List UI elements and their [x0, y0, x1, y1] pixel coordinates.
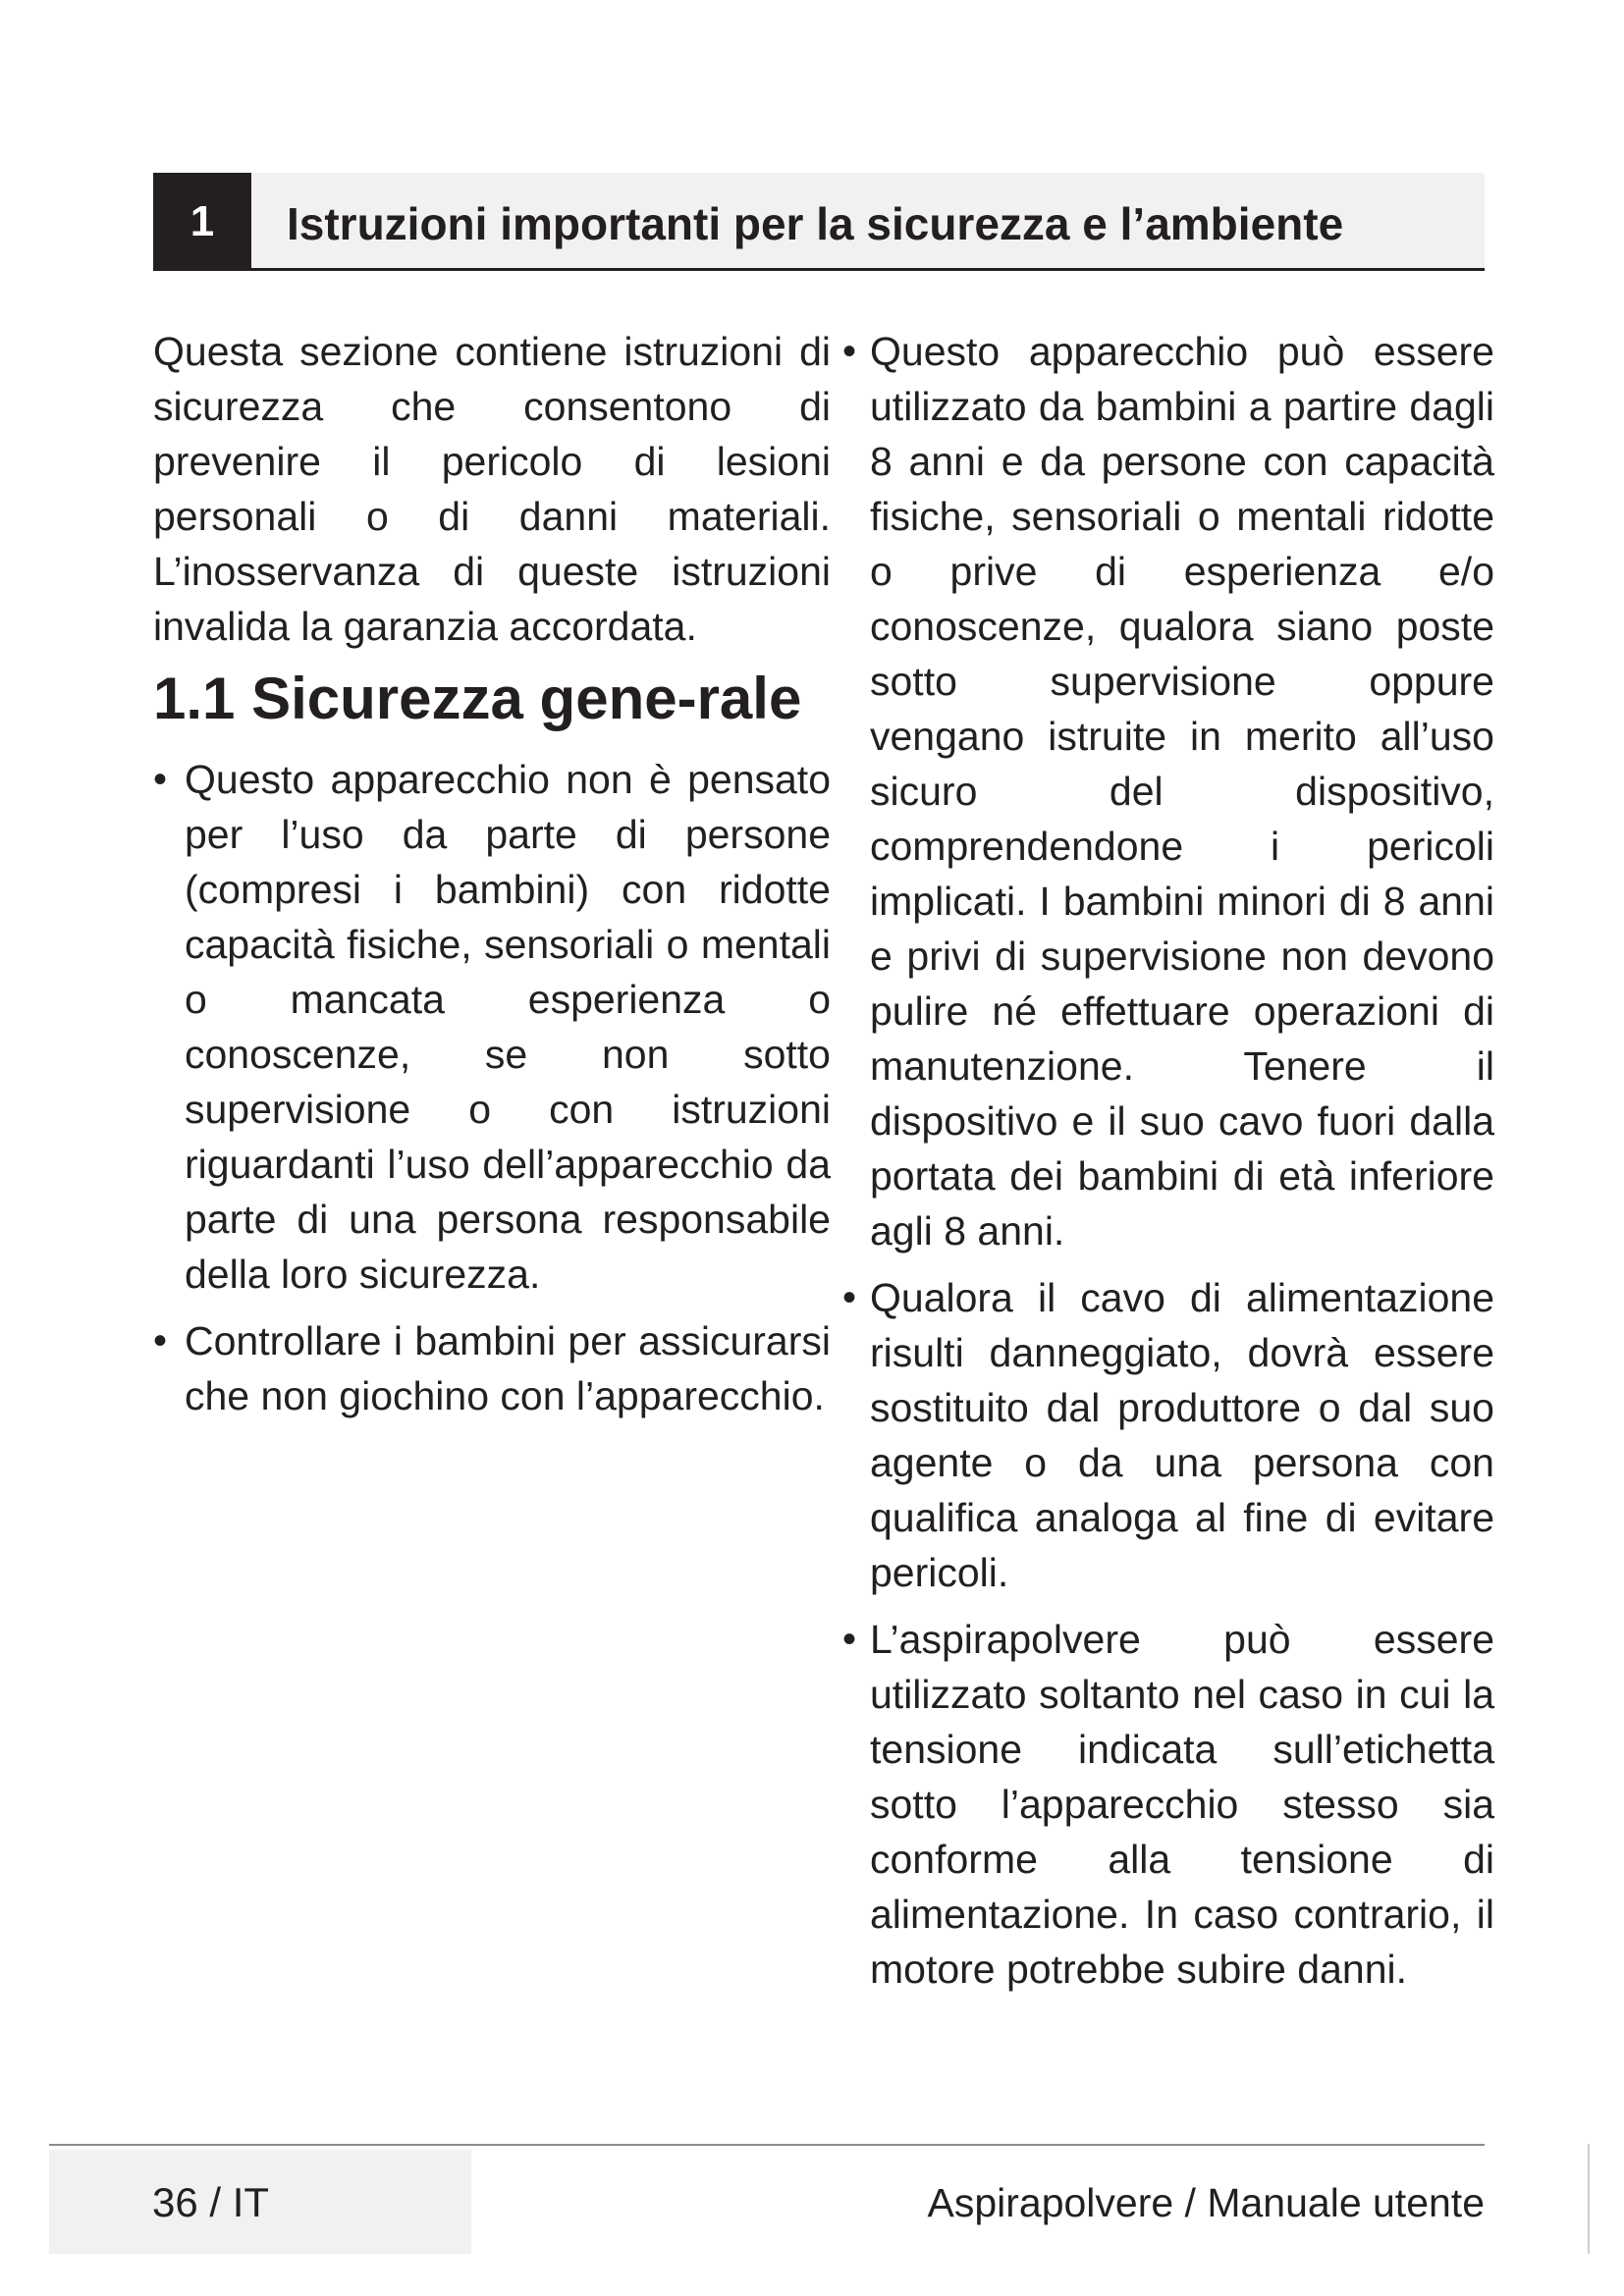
left-bullet-list	[153, 752, 831, 1423]
footer-edge-mark	[1588, 2144, 1590, 2254]
chapter-number: 1	[153, 173, 251, 271]
bullet-item: • Questo apparecchio non è pensato per l’uso da parte di persone (compresi i bambini) con ridotte capacità fisiche, sensoriali o mentali o mancata esperienza o conoscenze, se non sotto supervisione o con istruzioni riguardanti l’uso dell’apparecchio da parte di una persona responsabile della loro sicurezza.	[153, 752, 831, 1302]
intro-paragraph: Questa sezione contiene istruzioni di sicurezza che consentono di prevenire il pericolo di lesioni personali o di danni materiali. L’inosservanza di queste istruzioni invalida la garanzia accordata.	[153, 329, 831, 649]
right-column	[842, 324, 1494, 1997]
bullet-item: • Controllare i bambini per assicurarsi che non giochino con l’apparecchio.	[153, 1313, 831, 1423]
footer-rule	[49, 2144, 1485, 2146]
chapter-header	[153, 173, 1485, 271]
left-column	[153, 324, 831, 1423]
bullet-item: • Questo apparecchio può essere utilizzato da bambini a partire dagli 8 anni e da persone con capacità fisiche, sensoriali o mentali ridotte o prive di esperienza e/o conoscenze, qualora siano poste sotto supervisione oppure vengano istruite in merito all’uso sicuro del dispositivo, comprendendone i pericoli implicati. I bambini minori di 8 anni e privi di supervisione non devono pulire né effettuare operazioni di manutenzione. Tenere il dispositivo e il suo cavo fuori dalla portata dei bambini di età inferiore agli 8 anni.	[842, 324, 1494, 1258]
right-bullet-list	[842, 324, 1494, 1997]
bullet-item: • L’aspirapolvere può essere utilizzato soltanto nel caso in cui la tensione indicata sull’etichetta sotto l’apparecchio stesso sia conforme alla tensione di alimentazione. In caso contrario, il motore potrebbe subire danni.	[842, 1612, 1494, 1997]
chapter-title: Istruzioni importanti per la sicurezza e l’ambiente	[287, 198, 1344, 249]
section-heading: 1.1 Sicurezza gene-rale	[153, 666, 802, 731]
bullet-item: • Qualora il cavo di alimentazione risulti danneggiato, dovrà essere sostituito dal produttore o dal suo agente o da una persona con qualifica analoga al fine di evitare pericoli.	[842, 1270, 1494, 1600]
document-title: Aspirapolvere / Manuale utente	[927, 2180, 1485, 2225]
page-number: 36 / IT	[152, 2179, 270, 2225]
header-rule	[251, 268, 1485, 271]
